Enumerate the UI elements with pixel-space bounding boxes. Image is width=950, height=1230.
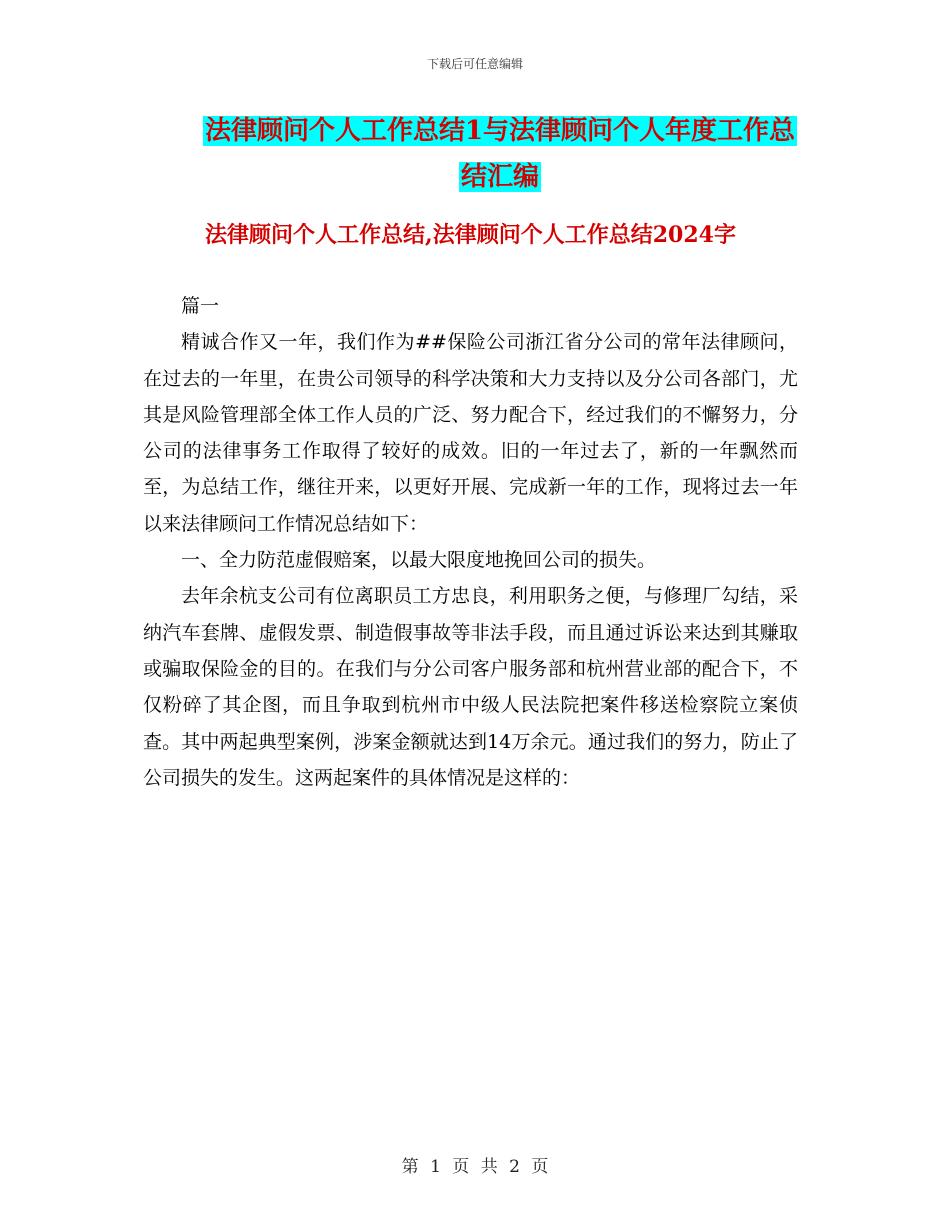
document-title <box>190 108 810 200</box>
body-paragraph: 精诚合作又一年，我们作为##保险公司浙江省分公司的常年法律顾问，在过去的一年里，在贵公司领导的科学决策和大力支持以及分公司各部门，尤其是风险管理部全体工作人员的广泛、努力配合下，经过我们的不懈努力，分公司的法律事务工作取得了较好的成效。旧的一年过去了，新的一年飘然而至，为总结工作，继往开来，以更好开展、完成新一年的工作，现将过去一年以来法律顾问工作情况总结如下： <box>143 331 798 535</box>
title-line-1: 法律顾问个人工作总结1与法律顾问个人年度工作总 <box>204 116 796 146</box>
document-subtitle: 法律顾问个人工作总结,法律顾问个人工作总结2024字 <box>205 222 736 248</box>
body-paragraph: 去年余杭支公司有位离职员工方忠良，利用职务之便，与修理厂勾结，采纳汽车套牌、虚假发票、制造假事故等非法手段，而且通过诉讼来达到其赚取或骗取保险金的目的。在我们与分公司客户服务部和杭州营业部的配合下，不仅粉碎了其企图，而且争取到杭州市中级人民法院把案件移送检察院立案侦查。其中两起典型案例，涉案金额就达到14万余元。通过我们的努力，防止了公司损失的发生。这两起案件的具体情况是这样的： <box>143 585 798 789</box>
page-footer: 第 1 页 共 2 页 <box>401 1157 549 1177</box>
title-line-2: 结汇编 <box>460 162 539 192</box>
section-heading: 一、全力防范虚假赔案，以最大限度地挽回公司的损失。 <box>181 549 657 572</box>
document-body <box>143 288 798 796</box>
section-label: 篇一 <box>181 295 220 317</box>
header-note: 下载后可任意编辑 <box>426 57 523 71</box>
